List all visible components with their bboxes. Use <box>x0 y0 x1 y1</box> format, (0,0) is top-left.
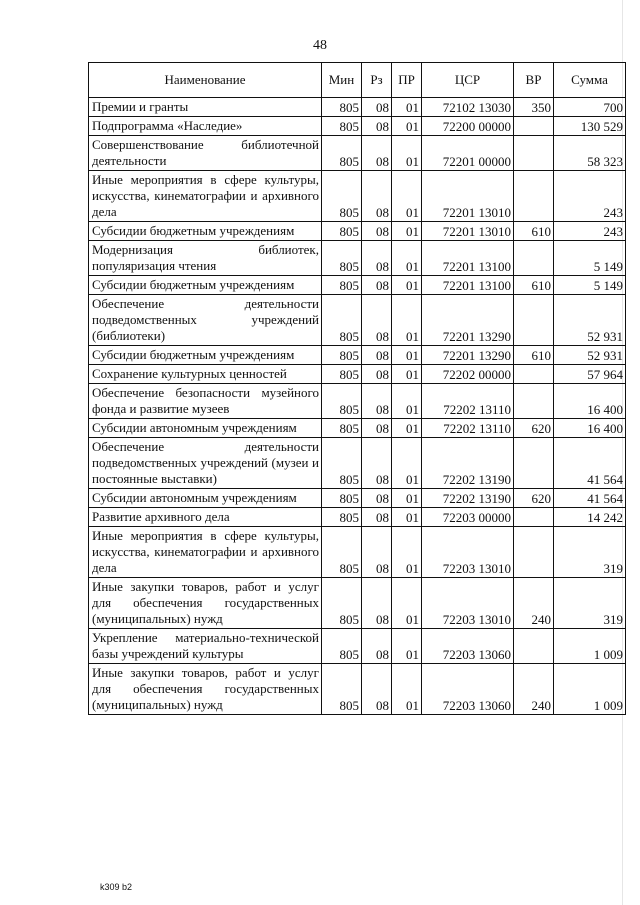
cell-min: 805 <box>322 508 362 527</box>
footer-code: k309 b2 <box>100 882 133 892</box>
cell-pr: 01 <box>392 664 422 715</box>
cell-vr: 620 <box>514 489 554 508</box>
cell-pr: 01 <box>392 171 422 222</box>
cell-vr <box>514 136 554 171</box>
cell-pr: 01 <box>392 241 422 276</box>
cell-csr: 72203 13010 <box>422 527 514 578</box>
cell-csr: 72203 00000 <box>422 508 514 527</box>
cell-pr: 01 <box>392 365 422 384</box>
cell-csr: 72201 13290 <box>422 346 514 365</box>
cell-rz: 08 <box>362 98 392 117</box>
cell-sum: 52 931 <box>554 346 626 365</box>
cell-name: Обеспечение деятельности подведомственных учреждений (библиотеки) <box>89 295 322 346</box>
cell-name: Субсидии бюджетным учреждениям <box>89 276 322 295</box>
cell-min: 805 <box>322 578 362 629</box>
cell-min: 805 <box>322 222 362 241</box>
cell-vr <box>514 508 554 527</box>
cell-vr <box>514 117 554 136</box>
table-body <box>89 98 626 715</box>
cell-rz: 08 <box>362 276 392 295</box>
cell-name: Обеспечение деятельности подведомственных учреждений (музеи и постоянные выставки) <box>89 438 322 489</box>
cell-csr: 72202 13190 <box>422 489 514 508</box>
cell-csr: 72203 13060 <box>422 629 514 664</box>
cell-rz: 08 <box>362 438 392 489</box>
cell-sum: 52 931 <box>554 295 626 346</box>
cell-vr <box>514 171 554 222</box>
page-number: 48 <box>313 38 327 53</box>
cell-csr: 72200 00000 <box>422 117 514 136</box>
cell-rz: 08 <box>362 295 392 346</box>
cell-min: 805 <box>322 384 362 419</box>
cell-min: 805 <box>322 629 362 664</box>
cell-vr: 240 <box>514 578 554 629</box>
cell-name: Развитие архивного дела <box>89 508 322 527</box>
cell-pr: 01 <box>392 276 422 295</box>
table-row <box>89 171 626 222</box>
cell-rz: 08 <box>362 664 392 715</box>
header-min: Мин <box>322 63 362 98</box>
cell-rz: 08 <box>362 527 392 578</box>
cell-pr: 01 <box>392 346 422 365</box>
cell-csr: 72203 13010 <box>422 578 514 629</box>
cell-name: Субсидии бюджетным учреждениям <box>89 222 322 241</box>
cell-name: Субсидии бюджетным учреждениям <box>89 346 322 365</box>
cell-min: 805 <box>322 295 362 346</box>
cell-vr <box>514 629 554 664</box>
table-row <box>89 136 626 171</box>
cell-pr: 01 <box>392 419 422 438</box>
cell-vr: 610 <box>514 346 554 365</box>
cell-pr: 01 <box>392 117 422 136</box>
table-row <box>89 629 626 664</box>
cell-csr: 72202 00000 <box>422 365 514 384</box>
cell-vr <box>514 365 554 384</box>
table-row <box>89 508 626 527</box>
cell-min: 805 <box>322 438 362 489</box>
cell-rz: 08 <box>362 508 392 527</box>
cell-sum: 700 <box>554 98 626 117</box>
cell-csr: 72201 00000 <box>422 136 514 171</box>
cell-name: Субсидии автономным учреждениям <box>89 489 322 508</box>
table-row <box>89 346 626 365</box>
cell-sum: 5 149 <box>554 276 626 295</box>
cell-vr <box>514 295 554 346</box>
cell-name: Иные закупки товаров, работ и услуг для обеспечения государственных (муниципальных) нужд <box>89 664 322 715</box>
cell-rz: 08 <box>362 489 392 508</box>
header-csr: ЦСР <box>422 63 514 98</box>
cell-pr: 01 <box>392 438 422 489</box>
table-row <box>89 384 626 419</box>
table-row <box>89 98 626 117</box>
header-name: Наименование <box>89 63 322 98</box>
cell-rz: 08 <box>362 117 392 136</box>
cell-pr: 01 <box>392 578 422 629</box>
cell-pr: 01 <box>392 222 422 241</box>
cell-vr <box>514 438 554 489</box>
cell-min: 805 <box>322 527 362 578</box>
table-row <box>89 222 626 241</box>
cell-name: Иные закупки товаров, работ и услуг для обеспечения государственных (муниципальных) нужд <box>89 578 322 629</box>
cell-min: 805 <box>322 241 362 276</box>
cell-min: 805 <box>322 419 362 438</box>
cell-pr: 01 <box>392 489 422 508</box>
cell-name: Модернизация библиотек, популяризация чтения <box>89 241 322 276</box>
cell-sum: 16 400 <box>554 384 626 419</box>
cell-csr: 72201 13290 <box>422 295 514 346</box>
cell-vr: 620 <box>514 419 554 438</box>
cell-min: 805 <box>322 98 362 117</box>
cell-vr: 610 <box>514 276 554 295</box>
cell-pr: 01 <box>392 384 422 419</box>
header-vr: ВР <box>514 63 554 98</box>
cell-min: 805 <box>322 136 362 171</box>
cell-rz: 08 <box>362 384 392 419</box>
table-row <box>89 365 626 384</box>
cell-sum: 319 <box>554 527 626 578</box>
cell-vr: 350 <box>514 98 554 117</box>
cell-min: 805 <box>322 117 362 136</box>
cell-sum: 41 564 <box>554 438 626 489</box>
cell-name: Субсидии автономным учреждениям <box>89 419 322 438</box>
cell-csr: 72201 13010 <box>422 171 514 222</box>
cell-csr: 72201 13100 <box>422 241 514 276</box>
cell-min: 805 <box>322 664 362 715</box>
cell-vr <box>514 384 554 419</box>
cell-csr: 72203 13060 <box>422 664 514 715</box>
header-pr: ПР <box>392 63 422 98</box>
table-row <box>89 117 626 136</box>
cell-min: 805 <box>322 346 362 365</box>
table-row <box>89 419 626 438</box>
cell-rz: 08 <box>362 171 392 222</box>
cell-rz: 08 <box>362 241 392 276</box>
cell-vr: 240 <box>514 664 554 715</box>
table-row <box>89 527 626 578</box>
cell-csr: 72202 13110 <box>422 384 514 419</box>
cell-vr: 610 <box>514 222 554 241</box>
cell-sum: 243 <box>554 222 626 241</box>
cell-sum: 16 400 <box>554 419 626 438</box>
table-row <box>89 276 626 295</box>
table-row <box>89 578 626 629</box>
cell-min: 805 <box>322 365 362 384</box>
cell-pr: 01 <box>392 629 422 664</box>
header-rz: Рз <box>362 63 392 98</box>
cell-name: Обеспечение безопасности музейного фонда и развитие музеев <box>89 384 322 419</box>
cell-sum: 319 <box>554 578 626 629</box>
cell-csr: 72102 13030 <box>422 98 514 117</box>
table-row <box>89 438 626 489</box>
header-sum: Сумма <box>554 63 626 98</box>
budget-table <box>88 62 626 715</box>
cell-csr: 72202 13110 <box>422 419 514 438</box>
cell-pr: 01 <box>392 136 422 171</box>
cell-csr: 72201 13010 <box>422 222 514 241</box>
cell-rz: 08 <box>362 578 392 629</box>
cell-sum: 1 009 <box>554 664 626 715</box>
cell-name: Иные мероприятия в сфере культуры, искусства, кинематографии и архивного дела <box>89 171 322 222</box>
cell-rz: 08 <box>362 629 392 664</box>
cell-name: Иные мероприятия в сфере культуры, искусства, кинематографии и архивного дела <box>89 527 322 578</box>
cell-min: 805 <box>322 171 362 222</box>
table-row <box>89 664 626 715</box>
cell-csr: 72201 13100 <box>422 276 514 295</box>
cell-pr: 01 <box>392 98 422 117</box>
cell-sum: 58 323 <box>554 136 626 171</box>
table-row <box>89 295 626 346</box>
table-row <box>89 489 626 508</box>
cell-rz: 08 <box>362 346 392 365</box>
cell-rz: 08 <box>362 365 392 384</box>
cell-sum: 243 <box>554 171 626 222</box>
cell-csr: 72202 13190 <box>422 438 514 489</box>
cell-name: Укрепление материально-технической базы учреждений культуры <box>89 629 322 664</box>
cell-sum: 14 242 <box>554 508 626 527</box>
cell-rz: 08 <box>362 136 392 171</box>
cell-vr <box>514 241 554 276</box>
cell-pr: 01 <box>392 508 422 527</box>
cell-rz: 08 <box>362 222 392 241</box>
cell-min: 805 <box>322 489 362 508</box>
cell-sum: 1 009 <box>554 629 626 664</box>
cell-pr: 01 <box>392 295 422 346</box>
cell-name: Премии и гранты <box>89 98 322 117</box>
cell-name: Совершенствование библиотечной деятельности <box>89 136 322 171</box>
cell-rz: 08 <box>362 419 392 438</box>
cell-sum: 57 964 <box>554 365 626 384</box>
cell-sum: 5 149 <box>554 241 626 276</box>
cell-vr <box>514 527 554 578</box>
table-row <box>89 241 626 276</box>
cell-sum: 41 564 <box>554 489 626 508</box>
cell-name: Сохранение культурных ценностей <box>89 365 322 384</box>
cell-min: 805 <box>322 276 362 295</box>
cell-sum: 130 529 <box>554 117 626 136</box>
cell-pr: 01 <box>392 527 422 578</box>
table-header-row <box>89 63 626 98</box>
cell-name: Подпрограмма «Наследие» <box>89 117 322 136</box>
